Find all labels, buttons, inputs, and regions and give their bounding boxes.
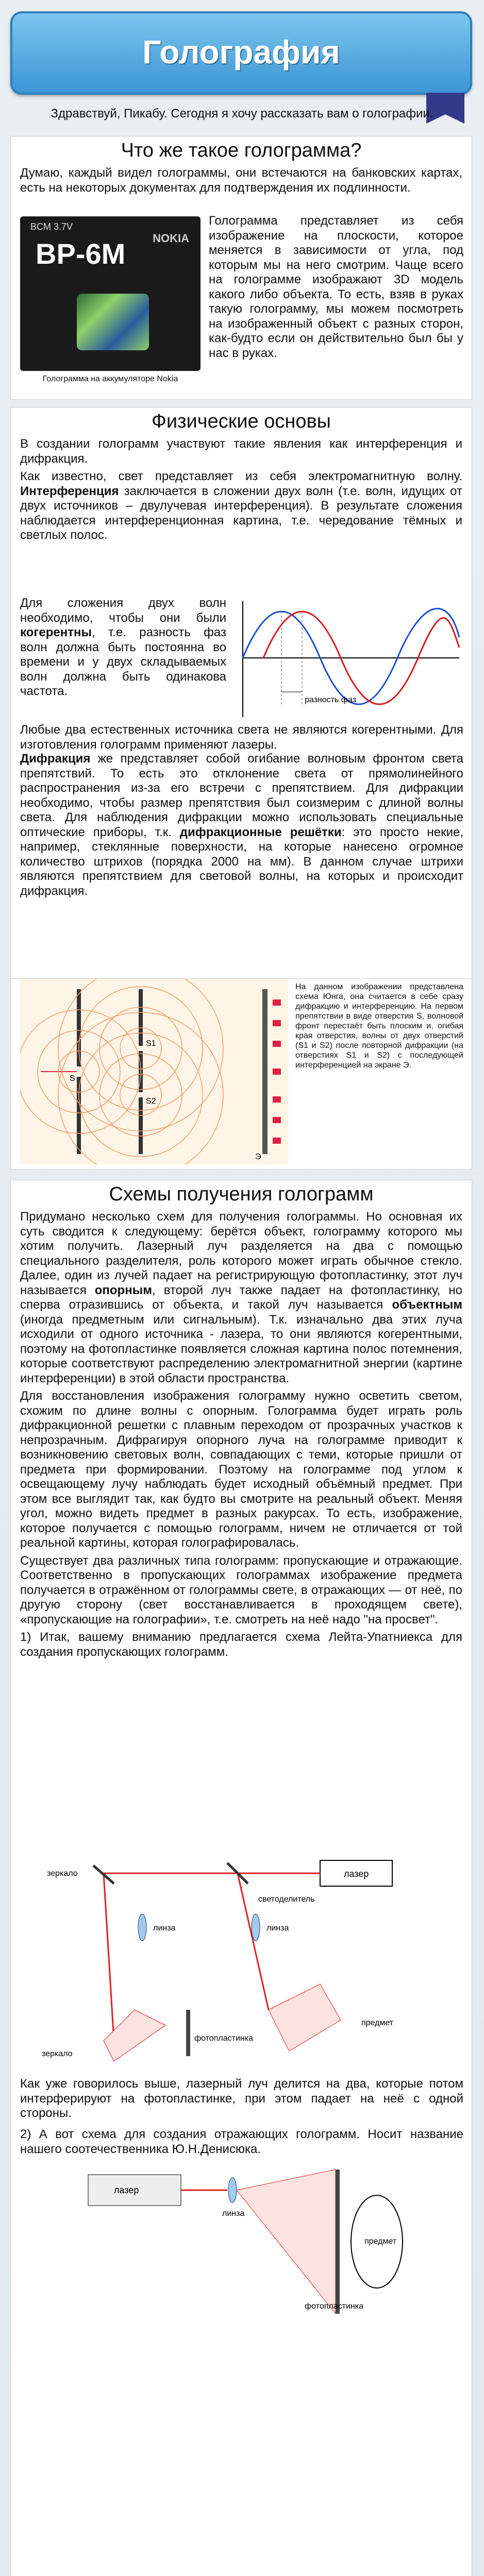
- label-s2: S2: [146, 1097, 156, 1106]
- paragraph: Существует два различных типа голограмм: пропускающие и отражающие. Соответственно в пропускающих голограммах изображение предмета получается в отражённом от голограммы свете, в отражающих — от неё, по другую сторону (свет восстанавливается в проходящем свете), «пропускающие на голографии», т.е. смотреть на неё надо "на просвет".: [20, 1553, 462, 1626]
- section-what-is-hologram: [10, 136, 472, 400]
- term-coherent: когерентны: [20, 625, 92, 639]
- paragraph: 2) А вот схема для создания отражающих голограмм. Носит название нашего соотечественника Ю.Н.Денисюка.: [20, 2127, 463, 2156]
- text: Для сложения двух волн необходимо, чтобы они были: [20, 596, 226, 625]
- denisyuk-diagram: [83, 2164, 413, 2319]
- paragraph: [20, 596, 226, 699]
- d1-laser: лазер: [344, 1869, 369, 1879]
- leith-upatnieks-diagram: [31, 1855, 452, 2066]
- label-s1: S1: [146, 1039, 156, 1048]
- d1-plate: фотопластинка: [194, 2034, 254, 2043]
- text: : это просто некие, например, стеклянные поверхности, на которые нанесено огромное количество штрихов (порядка 2000 на мм). В данном случае штрихи являются препятствием для световой волны, на которых и происходит дифракция.: [20, 825, 463, 898]
- image-caption: Голограмма на аккумуляторе Nokia: [42, 375, 178, 383]
- paragraph: [20, 469, 462, 543]
- young-diagram-box: [10, 979, 472, 1170]
- paragraph: Голограмма представляет из себя изображение на плоскости, которое меняется в зависимости от угла, под которым мы на него смотрим. Чаще всего на голограмме изображают 3D модель какого либо объекта. То есть, взяв в руках такую голограмму, мы можем посмотреть на изображенный объект с разных сторон, как-будто если он действительно был бы у нас в руках.: [209, 214, 463, 360]
- d1-mirror2: зеркало: [42, 2049, 73, 2058]
- term-grating: дифракционные решётки: [179, 825, 342, 839]
- paragraph: 1) Итак, вашему вниманию предлагается схема Лейта-Упатниекса для создания пропускающих голограмм.: [20, 1630, 462, 1659]
- phase-difference-diagram: [232, 596, 463, 722]
- text: (иногда предметным или сигнальным). Т.к. изначально два этих луча исходили от одного источника - лазера, то они являются когерентными, поэтому на фотопластинке появляется сложная картина полос потемнения, которые соответствуют распределению электромагнитной энергии (картине интерференции) в этой области пространства.: [20, 1312, 462, 1385]
- section-title: Физические основы: [152, 411, 331, 432]
- d1-splitter: светоделитель: [258, 1895, 315, 1904]
- paragraph: Для восстановления изображения голограмму нужно осветить светом, схожим по длине волны с опорным. Голограмма будет играть роль дифракционной решетки с плавным переходом от прозрачных участков к непрозрачным. Дифрагируя опорного луча на голограмме приводит к возникновению световых волн, совпадающих с теми, которые пришли от предмета при формировании. Поэтому на голограмме под углом к освещающему лучу наблюдать будет исходный объёмный предмет. При этом все выглядит так, как будто вы смотрите на реальный объект. Меняя угол, можно видеть предмет в разных ракурсах. То есть, изображение, которое получается с помощью голограмм, ничем не отличается от той реальной картины, которая голографировалась.: [20, 1389, 462, 1550]
- section-title: Что же такое голограмма?: [121, 140, 362, 161]
- paragraph: Думаю, каждый видел голограммы, они встечаются на банковских картах, есть на некоторых документах для подтверждения их подлинности.: [20, 166, 462, 195]
- phase-label: разность фаз: [305, 696, 357, 704]
- term-interference: Интерференция: [20, 484, 119, 498]
- paragraph: Как уже говорилось выше, лазерный луч делится на два, которые потом интерферируют на фотопластинке, при этом падает на неё с одной стороны.: [20, 2077, 463, 2120]
- paragraph: [20, 1210, 462, 1386]
- battery-model: BP-6M: [36, 238, 126, 270]
- battery-image: [20, 216, 201, 371]
- text: Придумано несколько схем для получения голограммы. Но основная их суть сводится к следующему: берётся объект, голограмму которого мы хотим получить. Лазерный луч разделяется на два с помощью специального разделителя, роль которого может играть обычное стекло. Далее, один из лучей падает на регистрирующую фотопластинку, этот луч называется: [20, 1210, 462, 1297]
- page-title: Голография: [142, 33, 340, 71]
- hologram-sticker: [77, 294, 149, 350]
- section-title: Схемы получения голограмм: [109, 1183, 374, 1205]
- text: Как известно, свет представляет из себя электромагнитную волну.: [20, 469, 462, 483]
- term-diffraction: Дифракция: [20, 752, 91, 766]
- d2-object: предмет: [364, 2237, 397, 2246]
- header-banner: [10, 11, 472, 95]
- battery-sub: BCM 3.7V: [30, 222, 73, 232]
- young-double-slit-diagram: [20, 979, 288, 1164]
- d2-laser: лазер: [114, 2185, 139, 2195]
- d1-lens1: линза: [153, 1924, 176, 1933]
- greeting: Здравствуй, Пикабу. Сегодня я хочу рассказать вам о голографии.: [51, 107, 433, 121]
- text: , т.е. разность фаз волн должна быть постоянна во времени и у двух складываемых волн должна быть одинакова частота.: [20, 625, 226, 698]
- section-schemes: [10, 1180, 472, 2576]
- label-s: S: [70, 1074, 75, 1083]
- young-note: На данном изображении представлена схема Юнга, она считается в себе сразу дифракцию и интерференцию. На первом препятствии в виде отверстия S, волновой фронт перестаёт быть плоским и, огибая края отверстия, волны от двух отверстий (S1 и S2) после повторной дифракции (на отверстиях S1 и S2) с последующей интерференцией на экране Э.: [295, 982, 463, 1070]
- text: же представляет собой огибание волновым фронтом света препятствий. То есть это отклонение света от прямолинейного распространения из-за его встречи с препятствием. Для дифракции необходимо, чтобы размер препятствия был соизмерим с длиной волны света. Для наблюдения дифракции можно использовать специальные оптические приборы, т.к.: [20, 752, 463, 839]
- section-physics: [10, 407, 472, 979]
- text: , второй луч также падает на фотопластинку, но сперва отразившись от объекта, и такой луч называется: [20, 1283, 462, 1312]
- d1-mirror1: зеркало: [47, 1869, 78, 1878]
- paragraph: В создании голограмм участвуют такие явления как интерференция и дифракция.: [20, 437, 462, 466]
- d2-plate: фотопластинка: [305, 2302, 364, 2311]
- d1-lens2: линза: [266, 1924, 289, 1933]
- paragraph: [20, 752, 463, 899]
- d2-lens: линза: [222, 2209, 245, 2218]
- label-screen: Э: [255, 1153, 261, 1161]
- paragraph: Любые два естественных источника света не являются когерентными. Для изготовления голограмм применяют лазеры.: [20, 723, 463, 752]
- term-reference-beam: опорным: [94, 1283, 152, 1297]
- text: заключается в сложении двух волн (т.е. волн, идущих от двух источников – двулучевая интерференция). В результате сложения наблюдается интерференционная картина, т.е. чередование тёмных и светлых полос.: [20, 484, 462, 542]
- d1-object: предмет: [361, 2019, 394, 2027]
- term-object-beam: объектным: [392, 1298, 462, 1312]
- battery-brand: NOKIA: [153, 232, 189, 245]
- wave-blue: [243, 608, 459, 704]
